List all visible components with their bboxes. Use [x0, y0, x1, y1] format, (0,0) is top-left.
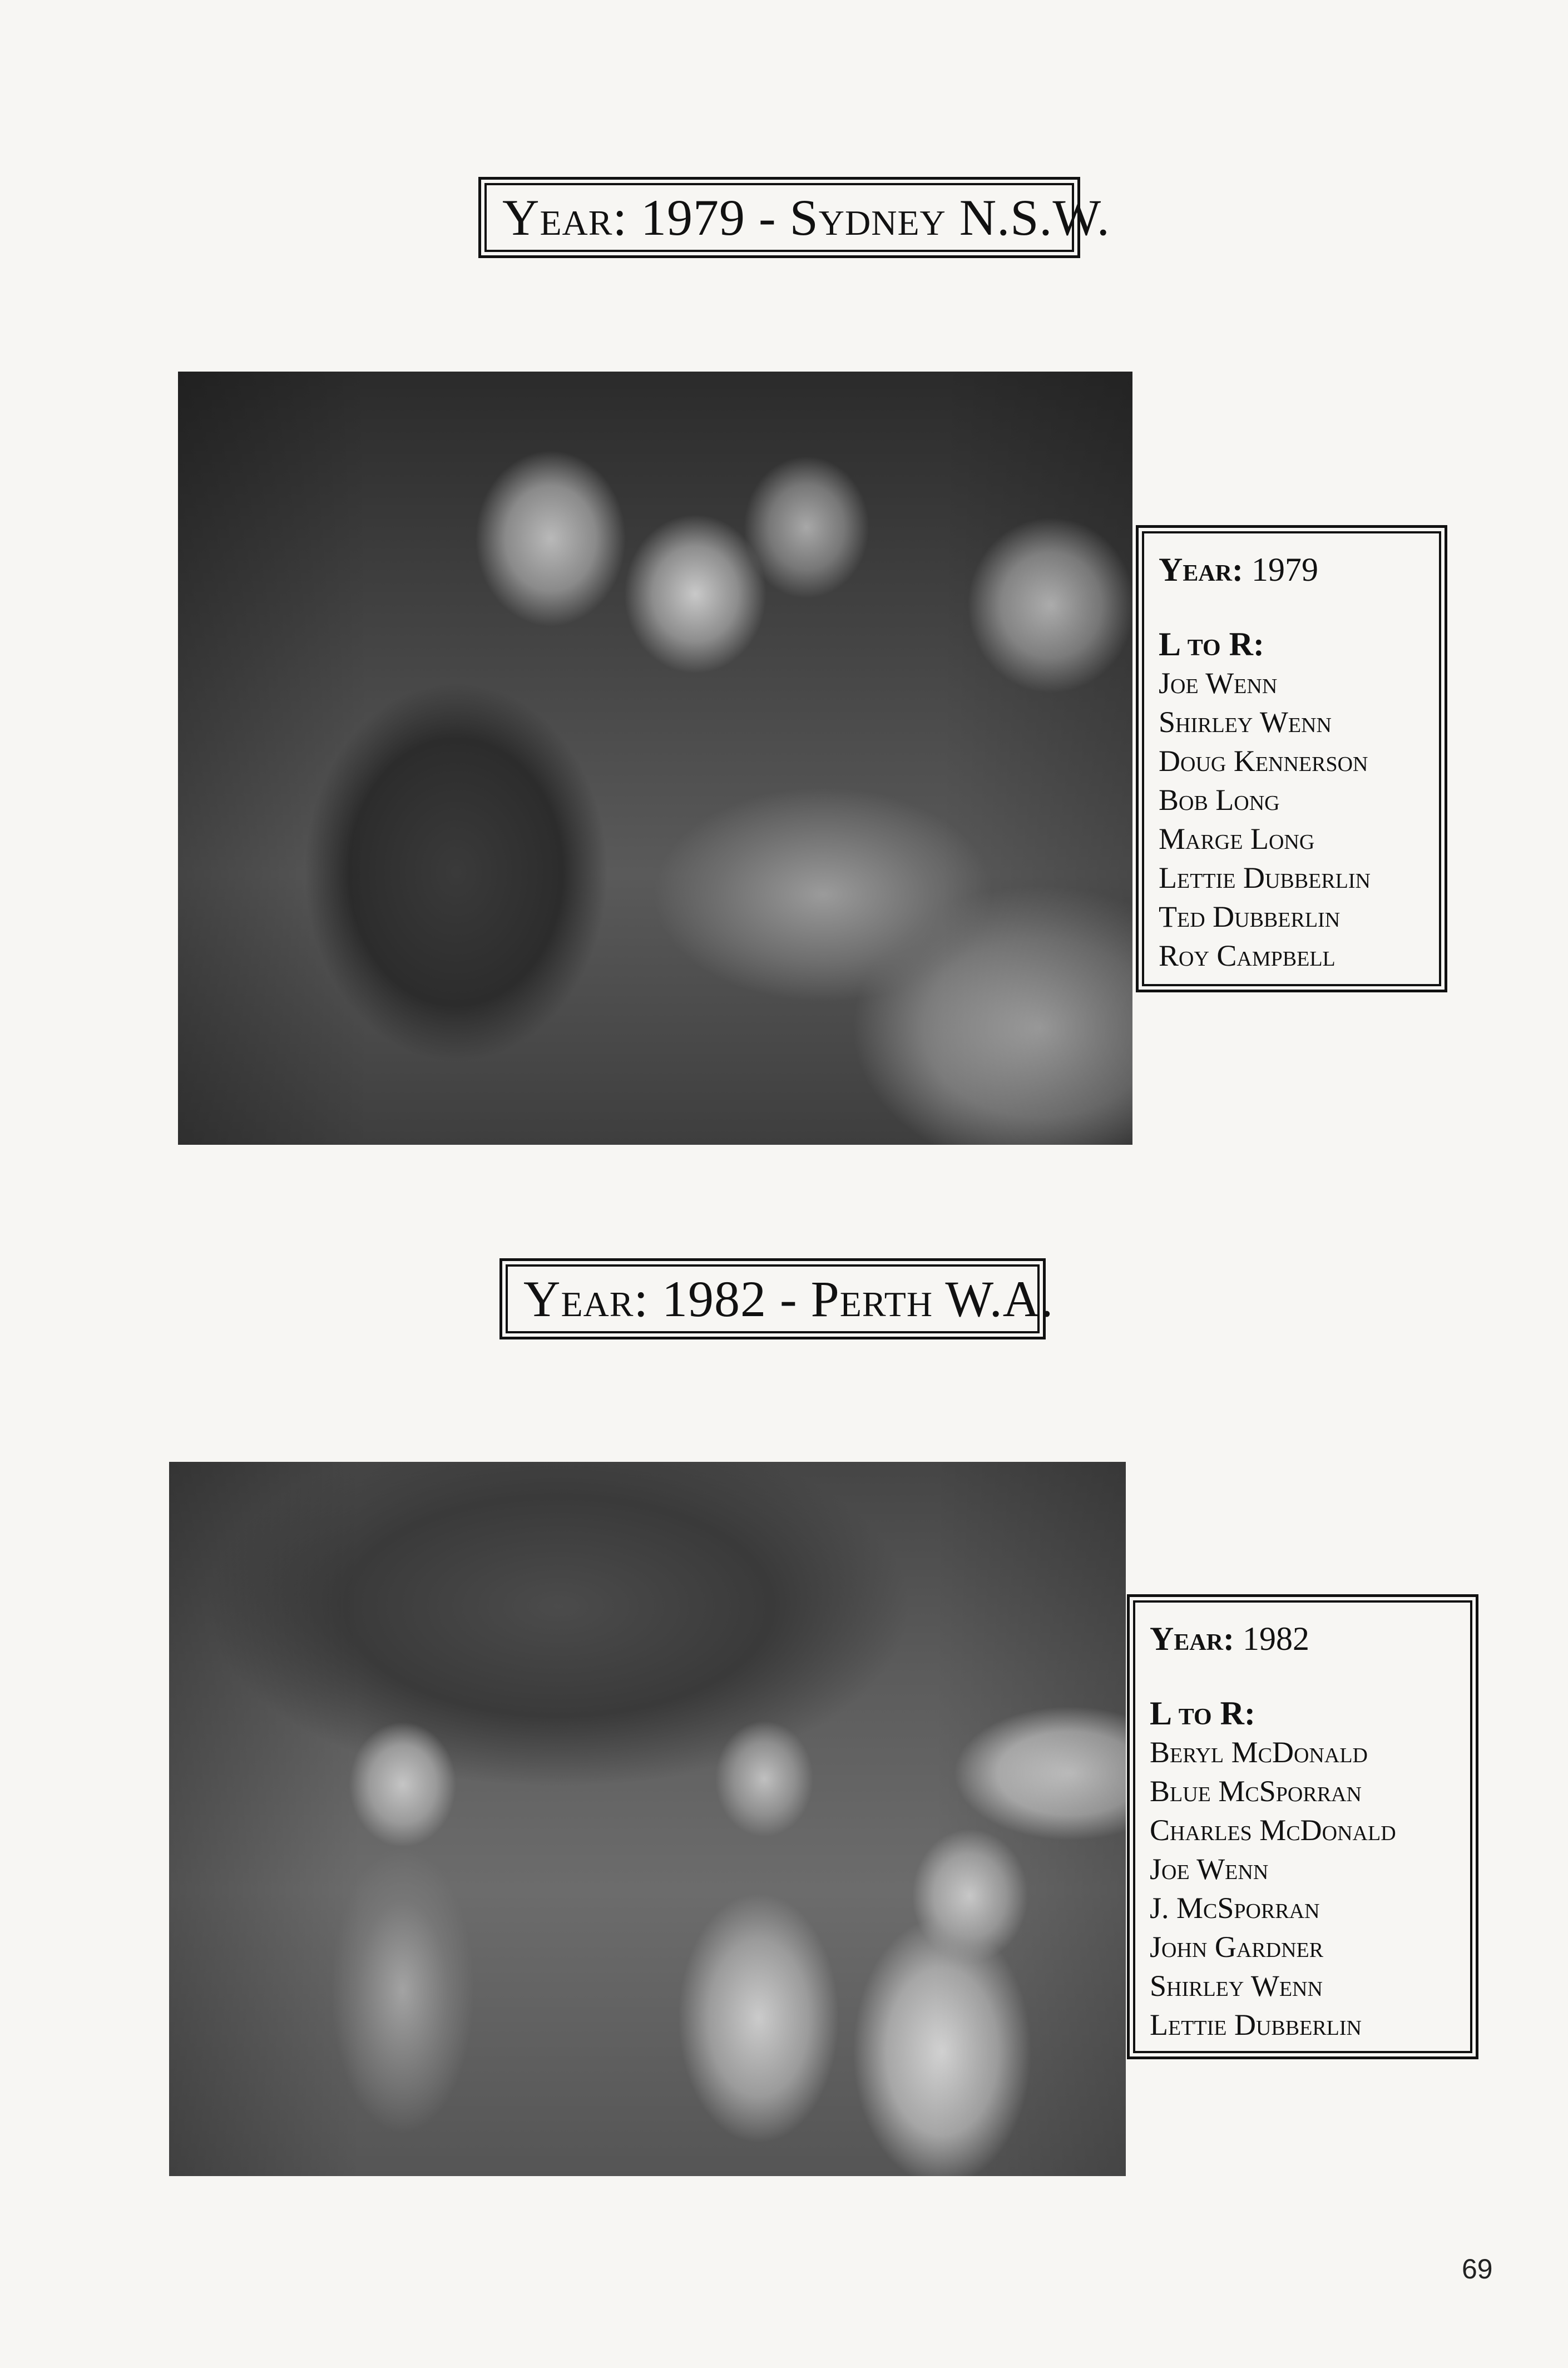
caption-name: Lettie Dubberlin: [1150, 2008, 1362, 2041]
photo-1982-group-outdoors: [169, 1462, 1126, 2176]
page-number: 69: [1462, 2253, 1493, 2285]
caption-name: Marge Long: [1159, 822, 1315, 856]
caption-name: J. McSporran: [1150, 1891, 1320, 1925]
caption-name: Ted Dubberlin: [1159, 900, 1341, 933]
caption-name: Beryl McDonald: [1150, 1736, 1368, 1769]
caption-names-list: [1150, 1733, 1457, 2044]
caption-year: [1150, 1619, 1457, 1658]
section-heading-1982: [499, 1258, 1054, 1339]
caption-name: Doug Kennerson: [1159, 744, 1368, 778]
caption-inner: [1142, 531, 1441, 986]
caption-name: Joe Wenn: [1159, 666, 1278, 700]
caption-name: Lettie Dubberlin: [1159, 861, 1371, 894]
photo-1979-group-dinner: [178, 372, 1132, 1145]
section-heading-text: Year: 1982 - Perth W.A.: [506, 1264, 1040, 1333]
caption-name: Roy Campbell: [1159, 939, 1335, 972]
caption-name: Shirley Wenn: [1159, 705, 1332, 739]
caption-box-1979: [1136, 525, 1447, 992]
caption-box-1982: [1127, 1594, 1478, 2059]
caption-year-label: Year:: [1150, 1620, 1234, 1657]
caption-order-label: L to R:: [1150, 1695, 1255, 1732]
section-heading-1979: [478, 177, 1110, 258]
caption-year-value: 1979: [1252, 551, 1318, 588]
caption-inner: [1133, 1600, 1472, 2053]
caption-year-value: 1982: [1243, 1620, 1309, 1657]
caption-names-list: [1159, 664, 1426, 975]
caption-name: Shirley Wenn: [1150, 1969, 1323, 2003]
caption-year: [1159, 550, 1426, 589]
caption-name: John Gardner: [1150, 1930, 1324, 1964]
caption-name: Bob Long: [1159, 783, 1280, 817]
photo-shading: [178, 372, 1132, 1145]
caption-name: Charles McDonald: [1150, 1813, 1396, 1847]
caption-year-label: Year:: [1159, 551, 1243, 588]
caption-order-label: L to R:: [1159, 626, 1264, 663]
caption-name: Blue McSporran: [1150, 1774, 1362, 1808]
caption-name: Joe Wenn: [1150, 1852, 1269, 1886]
photo-shading: [169, 1462, 1126, 2176]
section-heading-text: Year: 1979 - Sydney N.S.W.: [484, 183, 1074, 252]
